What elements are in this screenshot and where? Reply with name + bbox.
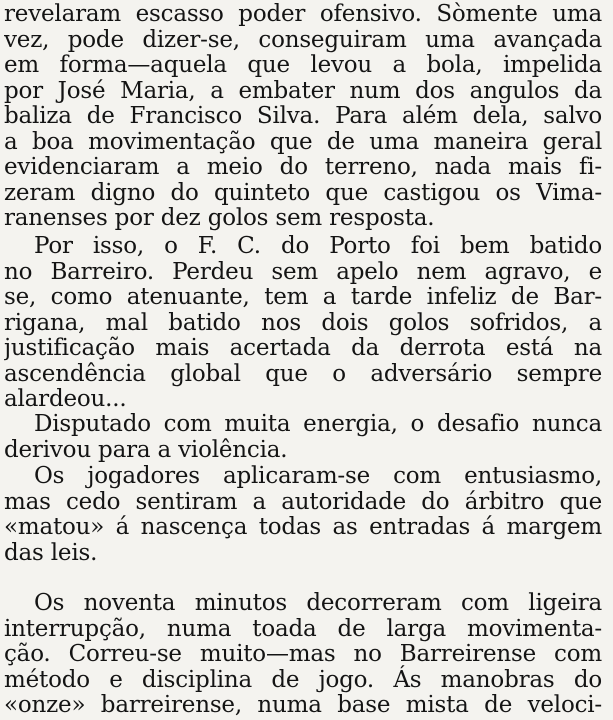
paragraph-2 — [4, 234, 602, 413]
text-line: zeram digno do quinteto que castigou os Vima- — [4, 179, 602, 206]
text-line: Os noventa minutos decorreram com ligeira — [34, 590, 602, 616]
text-line: rigana, mal batido nos dois golos sofridos, a — [4, 309, 602, 336]
text-line: mas cedo sentiram a autoridade do árbitro que — [4, 488, 602, 515]
text-line: por José Maria, a embater num dos angulos da — [4, 77, 602, 104]
text-line: revelaram escasso poder ofensivo. Sòmente uma — [4, 1, 602, 27]
paragraph-5 — [4, 591, 602, 719]
newspaper-text-column — [4, 0, 609, 720]
text-line: a boa movimentação que de uma maneira geral — [4, 128, 602, 155]
text-line: ascendência global que o adversário sempre — [4, 360, 602, 387]
paragraph-3 — [4, 412, 602, 463]
text-line: Os jogadores aplicaram-se com entusiasmo, — [34, 463, 602, 489]
text-line: no Barreiro. Perdeu sem apelo nem agravo, e — [4, 258, 602, 285]
text-line: baliza de Francisco Silva. Para além dela, salvo — [4, 103, 602, 129]
text-line: das leis. — [4, 539, 98, 566]
text-line: ranenses por dez golos sem resposta. — [4, 205, 435, 231]
text-line: alardeou... — [4, 386, 127, 412]
text-line: em forma—aquela que levou a bola, impelida — [4, 52, 602, 78]
text-line: «matou» á nascença todas as entradas á margem — [4, 514, 602, 540]
text-line: evidenciaram a meio do terreno, nada mais fi- — [4, 154, 602, 180]
text-line: vez, pode dizer-se, conseguiram uma avançada — [4, 26, 602, 53]
text-line: interrupção, numa toada de larga movimenta- — [4, 615, 602, 642]
paragraph-1 — [4, 2, 602, 232]
text-line: ção. Correu-se muito—mas no Barreirense com — [4, 641, 602, 667]
text-line: derivou para a violência. — [4, 436, 288, 463]
text-line: «onze» barreirense, numa base mista de veloci- — [4, 692, 602, 718]
text-line: justificação mais acertada da derrota está na — [4, 335, 602, 361]
text-line: Disputado com muita energia, o desafio nunca — [34, 411, 602, 437]
paragraph-4 — [4, 464, 602, 566]
text-line: método e disciplina de jogo. Ás manobras do — [4, 666, 602, 693]
text-line: se, como atenuante, tem a tarde infeliz de Bar- — [4, 284, 602, 310]
text-line: Por isso, o F. C. do Porto foi bem batido — [34, 233, 602, 259]
